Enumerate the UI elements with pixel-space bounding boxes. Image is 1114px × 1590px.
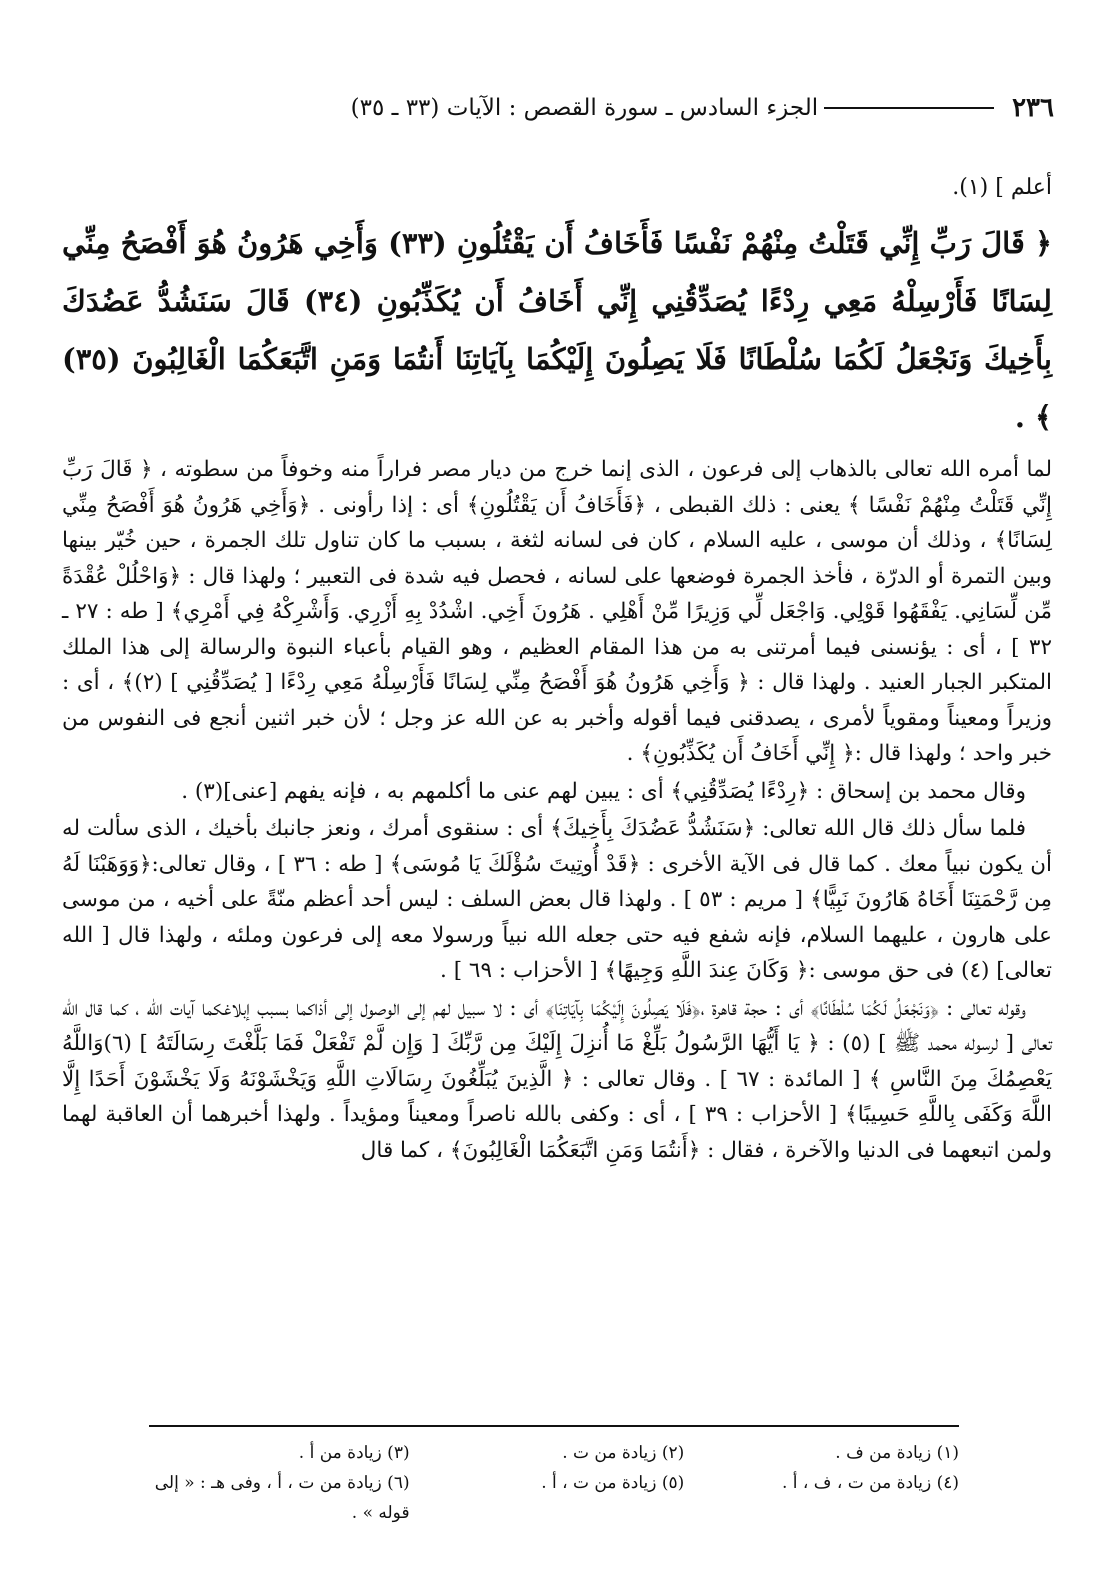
footnote-5: (٥) زيادة من ت ، أ . (541, 1473, 685, 1493)
page-number: ٢٣٦ (1012, 93, 1054, 123)
commentary-paragraph-1: لما أمره الله تعالى بالذهاب إلى فرعون ، الذى إنما خرج من ديار مصر فراراً منه وخوفاً من سطوته ، ﴿ قَالَ رَبِّ إِنِّي قَتَلْتُ مِنْهُمْ نَفْسًا ﴾ يعنى : ذلك القبطى ، ﴿فَأَخَافُ أَن يَقْتُلُونِ﴾ أى : إذا رأونى . ﴿وَأَخِي هَرُونُ هُوَ أَفْصَحُ مِنِّي لِسَانًا﴾ ، وذلك أن موسى ، عليه السلام ، كان فى لسانه لثغة ، بسبب ما كان تناول تلك الجمرة ، حين خُيّر بينها وبين التمرة أو الدرّة ، فأخذ الجمرة فوضعها على لسانه ، فحصل فيه شدة فى التعبير ؛ ولهذا قال : ﴿وَاحْلُلْ عُقْدَةً مِّن لِّسَانِي. يَفْقَهُوا قَوْلِي. وَاجْعَل لِّي وَزِيرًا مِّنْ أَهْلِي . هَرُونَ أَخِي. اشْدُدْ بِهِ أَزْرِي. وَأَشْرِكْهُ فِي أَمْرِي﴾ [ طه : ٢٧ ـ ٣٢ ] ، أى : يؤنسنى فيما أمرتنى به من هذا المقام العظيم ، وهو القيام بأعباء النبوة والرسالة إلى هذا الملك المتكبر الجبار العنيد . ولهذا قال : ﴿ وَأَخِي هَرُونُ هُوَ أَفْصَحُ مِنِّي لِسَانًا فَأَرْسِلْهُ مَعِي رِدْءًا [ يُصَدِّقُنِي ] (٢)﴾ ، أى : وزيراً ومعيناً ومقوياً لأمرى ، يصدقنى فيما أقوله وأخبر به عن الله عز وجل ؛ لأن خبر اثنين أنجع فى النفوس من خبر واحد ؛ ولهذا قال :﴿ إِنِّي أَخَافُ أَن يُكَذِّبُونِ﴾ . (62, 457, 1052, 766)
page-body (62, 168, 1052, 1170)
footnote-row (139, 1438, 959, 1468)
commentary-paragraph-2: وقال محمد بن إسحاق : ﴿رِدْءًا يُصَدِّقُنِي﴾ أى : يبين لهم عنى ما أكلمهم به ، فإنه يفهم [عنى](٣) . (181, 778, 1026, 804)
quran-verse-block: ﴿ قَالَ رَبِّ إِنِّي قَتَلْتُ مِنْهُمْ نَفْسًا فَأَخَافُ أَن يَقْتُلُونِ (٣٣) وَأَخِي هَرُونُ هُوَ أَفْصَحُ مِنِّي لِسَانًا فَأَرْسِلْهُ مَعِي رِدْءًا يُصَدِّقُنِي إِنِّي أَخَافُ أَن يُكَذِّبُونِ (٣٤) قَالَ سَنَشُدُّ عَضُدَكَ بِأَخِيكَ وَنَجْعَلُ لَكُمَا سُلْطَانًا فَلَا يَصِلُونَ إِلَيْكُمَا بِآيَاتِنَا أَنتُمَا وَمَنِ اتَّبَعَكُمَا الْغَالِبُونَ (٣٥) ﴾ . (62, 226, 1053, 434)
intro-line: أعلم ] (١). (952, 175, 1052, 200)
header-title: الجزء السادس ـ سورة القصص : الآيات (٣٣ ـ ٣٥) (350, 95, 819, 121)
footnote-4: (٤) زيادة من ت ، ف ، أ . (781, 1473, 959, 1493)
footnotes (139, 1438, 959, 1528)
footnote-2: (٢) زيادة من ت . (562, 1443, 685, 1463)
footnote-3: (٣) زيادة من أ . (298, 1443, 410, 1463)
footnote-rule (149, 1425, 959, 1427)
footnote-row (139, 1468, 959, 1528)
footnote-6: (٦) زيادة من ت ، أ ، وفى هـ : « إلى قوله » . (154, 1473, 410, 1523)
commentary-paragraph-4: وقوله تعالى : ﴿وَنَجْعَلُ لَكُمَا سُلْطَانًا﴾ أى : حجة قاهرة ،﴿فَلَا يَصِلُونَ إِلَيْكُمَا بِآيَاتِنَا﴾ أى : لا سبيل لهم إلى الوصول إلى أذاكما بسبب إبلاغكما آيات الله ، كما قال الله تعالى [ لرسوله محمد ﷺ ] (٥) : ﴿ يَا أَيُّهَا الرَّسُولُ بَلِّغْ مَا أُنزِلَ إِلَيْكَ مِن رَّبِّكَ [ وَإِن لَّمْ تَفْعَلْ فَمَا بَلَّغْتَ رِسَالَتَهُ ] (٦)وَاللَّهُ يَعْصِمُكَ مِنَ النَّاسِ ﴾ [ المائدة : ٦٧ ] . وقال تعالى : ﴿ الَّذِينَ يُبَلِّغُونَ رِسَالَاتِ اللَّهِ وَيَخْشَوْنَهُ وَلَا يَخْشَوْنَ أَحَدًا إِلَّا اللَّهَ وَكَفَى بِاللَّهِ حَسِيبًا﴾ [ الأحزاب : ٣٩ ] ، أى : وكفى بالله ناصراً ومعيناً ومؤيداً . ولهذا أخبرهما أن العاقبة لهما ولمن اتبعهما فى الدنيا والآخرة ، فقال : ﴿أَنتُمَا وَمَنِ اتَّبَعَكُمَا الْغَالِبُونَ﴾ ، كما قال (62, 995, 1052, 1163)
footnote-1: (١) زيادة من ف . (835, 1443, 959, 1463)
running-header (60, 90, 1054, 126)
header-rule (824, 107, 994, 109)
commentary-paragraph-3: فلما سأل ذلك قال الله تعالى: ﴿سَنَشُدُّ عَضُدَكَ بِأَخِيكَ﴾ أى : سنقوى أمرك ، ونعز جانبك بأخيك ، الذى سألت له أن يكون نبياً معك . كما قال فى الآية الأخرى : ﴿قَدْ أُوتِيتَ سُؤْلَكَ يَا مُوسَى﴾ [ طه : ٣٦ ] ، وقال تعالى:﴿وَوَهَبْنَا لَهُ مِن رَّحْمَتِنَا أَخَاهُ هَارُونَ نَبِيًّا﴾ [ مريم : ٥٣ ] . ولهذا قال بعض السلف : ليس أحد أعظم منّةً على أخيه ، من موسى على هارون ، عليهما السلام، فإنه شفع فيه حتى جعله الله نبياً ورسولا معه إلى فرعون وملئه ، ولهذا قال [ الله تعالى] (٤) فى حق موسى :﴿ وَكَانَ عِندَ اللَّهِ وَجِيهًا﴾ [ الأحزاب : ٦٩ ] . (62, 816, 1052, 983)
